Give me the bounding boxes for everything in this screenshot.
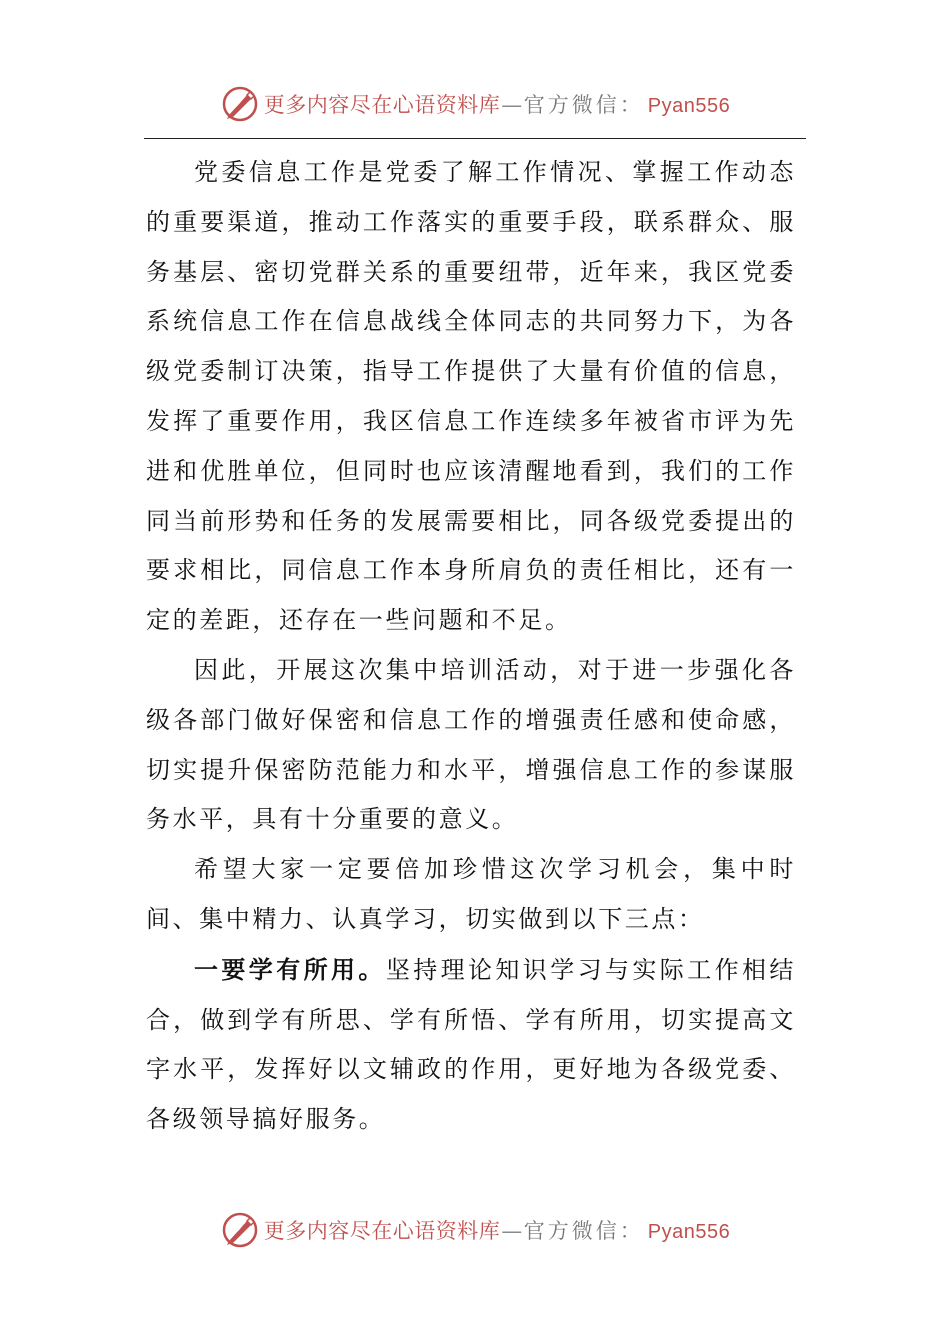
header-banner-text (264, 89, 730, 119)
header-dash: — (501, 93, 523, 117)
footer-official-label: 官方微信： (523, 1219, 644, 1243)
paragraph-3: 希望大家一定要倍加珍惜这次学习机会，集中时间、集中精力、认真学习，切实做到以下三点： (146, 855, 796, 933)
footer-banner-text (264, 1215, 730, 1245)
paragraph-4-lead: 一要学有所用。 (194, 954, 386, 984)
header-brand: 更多内容尽在心语资料库 (263, 93, 501, 117)
footer-dash: — (501, 1219, 523, 1243)
paragraph-4 (146, 945, 796, 1145)
footer-brand: 更多内容尽在心语资料库 (263, 1219, 501, 1243)
paragraph-4-rest: 坚持理论知识学习与实际工作相结合，做到学有所思、学有所悟、学有所用，切实提高文字水平，发挥好以文辅政的作用，更好地为各级党委、各级领导搞好服务。 (146, 955, 797, 1134)
pen-logo-icon (220, 1210, 260, 1250)
header-divider (144, 138, 806, 139)
pen-logo-icon (220, 84, 260, 124)
header-official-label: 官方微信： (523, 93, 644, 117)
header-banner (0, 82, 950, 126)
paragraph-2: 因此，开展这次集中培训活动，对于进一步强化各级各部门做好保密和信息工作的增强责任感和使命感，切实提升保密防范能力和水平，增强信息工作的参谋服务水平，具有十分重要的意义。 (146, 655, 796, 834)
header-wechat-id: Pyan556 (647, 95, 731, 117)
paragraph-1: 党委信息工作是党委了解工作情况、掌握工作动态的重要渠道，推动工作落实的重要手段，联系群众、服务基层、密切党群关系的重要纽带，近年来，我区党委系统信息工作在信息战线全体同志的共同努力下，为各级党委制订决策，指导工作提供了大量有价值的信息，发挥了重要作用，我区信息工作连续多年被省市评为先进和优胜单位，但同时也应该清醒地看到，我们的工作同当前形势和任务的发展需要相比，同各级党委提出的要求相比，同信息工作本身所肩负的责任相比，还有一定的差距，还存在一些问题和不足。 (146, 158, 796, 635)
document-body (146, 148, 796, 1145)
footer-banner (0, 1208, 950, 1252)
footer-wechat-id: Pyan556 (647, 1221, 731, 1243)
